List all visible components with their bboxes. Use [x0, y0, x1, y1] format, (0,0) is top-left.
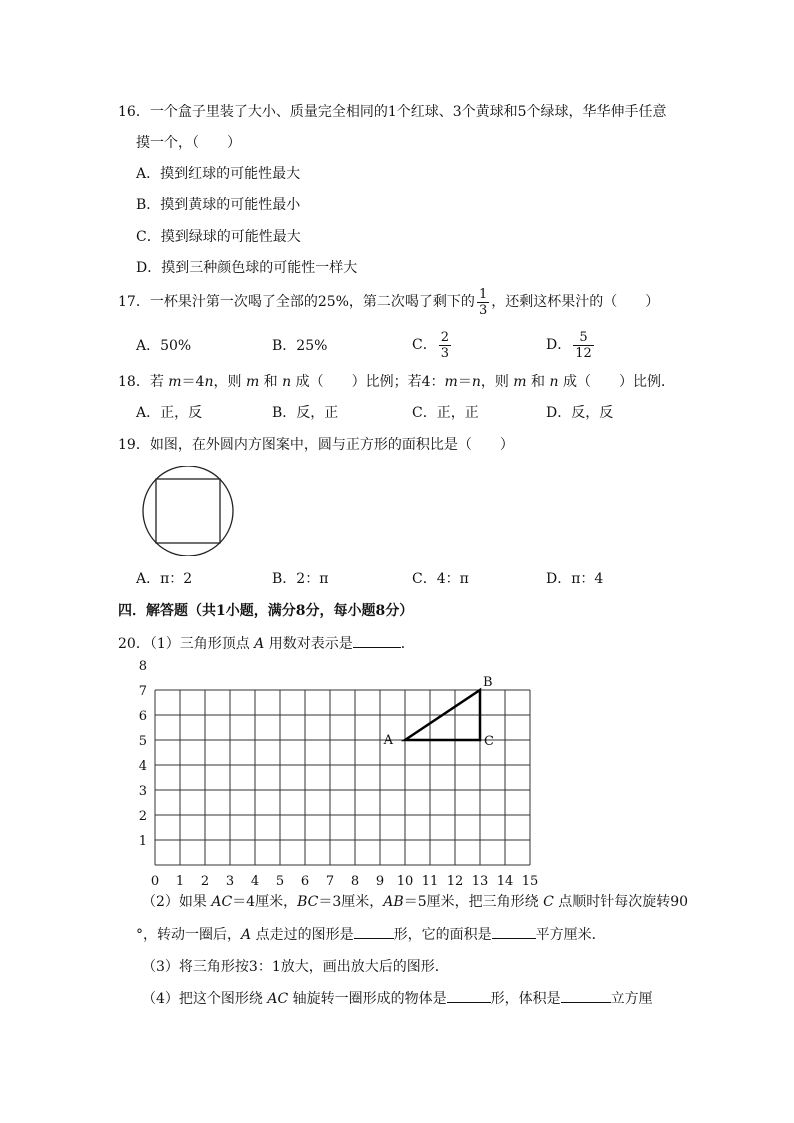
q17-option-c [412, 325, 453, 365]
q17-option-d-num: 5 [573, 330, 594, 346]
q17-frac-den: 3 [478, 302, 488, 318]
q16-option-c: C．摸到绿球的可能性最大 [136, 229, 301, 245]
q17-option-c-label: C． [412, 337, 437, 353]
q20-part2-line1: （2）如果 AC＝4厘米，BC＝3厘米，AB＝5厘米，把三角形绕 C 点顺时针每次旋转90 [142, 894, 689, 910]
q18-option-c: C．正，正 [412, 405, 479, 421]
q17-frac-num: 1 [478, 286, 488, 302]
q20-part1-blank[interactable] [353, 633, 401, 648]
y-tick-label: 8 [138, 659, 147, 674]
q17-option-d [546, 325, 596, 365]
x-tick-label: 15 [521, 874, 539, 889]
q20-part4: （4）把这个图形绕 AC 轴旋转一圈形成的物体是 形，体积是 立方厘 [142, 988, 653, 1009]
q19-option-a: A．π：2 [136, 571, 193, 587]
q17-option-d-fraction [573, 330, 594, 361]
q18-option-b: B．反，正 [272, 405, 339, 421]
q20-part4-blank-shape[interactable] [447, 988, 491, 1003]
q19-question: 19．如图，在外圆内方图案中，圆与正方形的面积比是（ ） [118, 437, 514, 453]
x-tick-label: 9 [375, 874, 385, 889]
y-tick-label: 7 [138, 684, 147, 699]
x-tick-label: 3 [225, 874, 235, 889]
q18-question: 18．若 m＝4n，则 m 和 n 成（ ）比例；若4：m＝n，则 m 和 n 成（ ）比例． [118, 374, 675, 390]
q16-line2: 摸一个，（ ） [136, 135, 241, 151]
q20-part2-blank-shape[interactable] [354, 924, 394, 939]
y-tick-label: 6 [138, 709, 147, 724]
q17-text-after: ，还剩这杯果汁的（ ） [491, 294, 660, 310]
q17-question [118, 285, 659, 319]
y-tick-label: 1 [138, 834, 147, 849]
point-label-b: B [483, 675, 493, 690]
q16-option-a: A．摸到红球的可能性最大 [136, 166, 301, 182]
x-tick-label: 4 [250, 874, 260, 889]
q19-square [156, 479, 220, 543]
x-tick-label: 6 [300, 874, 310, 889]
q17-option-b: B．25% [272, 338, 328, 354]
section4-title: 四．解答题（共1小题，满分8分，每小题8分） [118, 603, 414, 619]
q19-option-b: B．2：π [272, 571, 329, 587]
q20-part4-blank-volume[interactable] [561, 988, 611, 1003]
x-tick-label: 1 [175, 874, 185, 889]
q19-circle-square-figure [138, 466, 238, 556]
y-tick-label: 3 [138, 784, 147, 799]
q17-option-c-fraction [439, 330, 451, 361]
point-label-c: C [484, 734, 494, 749]
x-tick-label: 0 [150, 874, 160, 889]
x-tick-label: 10 [396, 874, 414, 889]
q17-option-c-den: 3 [440, 345, 449, 361]
x-tick-label: 11 [421, 874, 439, 889]
y-tick-label: 2 [138, 809, 147, 824]
q16-option-d: D．摸到三种颜色球的可能性一样大 [136, 260, 358, 276]
x-tick-label: 7 [325, 874, 335, 889]
q17-option-c-num: 2 [440, 329, 449, 345]
q19-option-d: D．π：4 [546, 571, 604, 587]
q17-option-d-den: 12 [575, 345, 592, 361]
q20-part1: 20．（1）三角形顶点 A 用数对表示是 ． [118, 633, 415, 654]
q19-option-c: C．4：π [412, 571, 469, 587]
q17-option-a: A．50% [136, 338, 192, 354]
x-tick-label: 13 [471, 874, 489, 889]
q16-option-b: B．摸到黄球的可能性最小 [136, 197, 301, 213]
q20-part2-line2: °，转动一圈后，A 点走过的图形是 形，它的面积是 平方厘米． [136, 924, 606, 945]
q17-text-before: 17．一杯果汁第一次喝了全部的25%，第二次喝了剩下的 [118, 294, 475, 310]
x-tick-label: 14 [496, 874, 514, 889]
y-tick-label: 4 [138, 759, 147, 774]
x-tick-label: 12 [446, 874, 464, 889]
q20-part2-blank-area[interactable] [492, 924, 536, 939]
x-tick-label: 8 [350, 874, 360, 889]
q18-option-a: A．正，反 [136, 405, 203, 421]
q16-line1: 16．一个盒子里装了大小、质量完全相同的1个红球、3个黄球和5个绿球，华华伸手任意 [118, 104, 667, 120]
point-label-a: A [383, 733, 393, 748]
x-tick-label: 2 [200, 874, 210, 889]
y-tick-label: 5 [138, 734, 147, 749]
q17-fraction [477, 287, 489, 318]
q20-coordinate-grid [130, 655, 550, 890]
q18-option-d: D．反，反 [546, 405, 614, 421]
q17-option-d-label: D． [546, 337, 572, 353]
q20-part3: （3）将三角形按3：1放大，画出放大后的图形． [142, 959, 449, 975]
x-tick-label: 5 [275, 874, 285, 889]
